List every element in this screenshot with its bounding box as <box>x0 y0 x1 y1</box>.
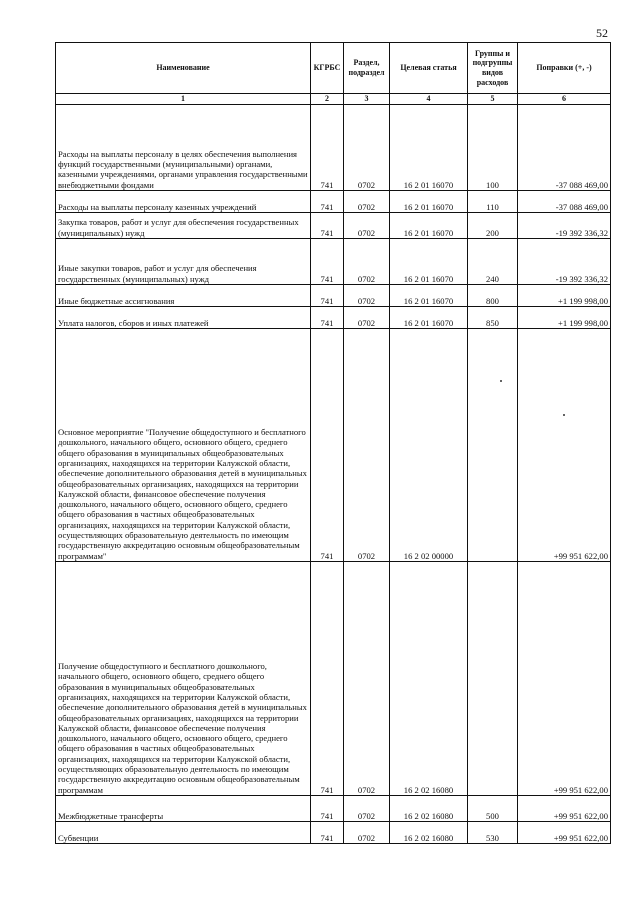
table-row <box>56 105 611 191</box>
table-header-row <box>56 43 611 94</box>
row-amount: +99 951 622,00 <box>518 796 611 822</box>
row-name: Основное мероприятие "Получение общедоступного и бесплатного дошкольного, начального общего, основного общего, среднего общего образования в муниципальных общеобразовательных организациях, находящихся на территории Калужской области, обеспечение дополнительного образования детей в муниципальных общеобразовательных организациях, находящихся на территории Калужской области, финансовое обеспечение получения дошкольного, начального общего, основного общего, среднего общего образования в частных общеобразовательных организациях, находящихся на территории Калужской области, осуществляющих образовательную деятельность по имеющим государственную аккредитацию основным общеобразовательным программам" <box>56 329 311 562</box>
table-row <box>56 329 611 562</box>
row-section: 0702 <box>344 213 390 239</box>
header-target: Целевая статья <box>390 43 468 94</box>
row-amount: +99 951 622,00 <box>518 822 611 844</box>
row-section: 0702 <box>344 239 390 285</box>
row-kgrbs: 741 <box>311 213 344 239</box>
row-name: Межбюджетные трансферты <box>56 796 311 822</box>
column-number: 5 <box>468 94 518 105</box>
row-group: 530 <box>468 822 518 844</box>
row-section: 0702 <box>344 105 390 191</box>
row-section: 0702 <box>344 562 390 796</box>
row-target: 16 2 02 16080 <box>390 562 468 796</box>
header-groups: Группы и подгруппы видов расходов <box>468 43 518 94</box>
header-kgrbs: КГРБС <box>311 43 344 94</box>
row-name: Расходы на выплаты персоналу в целях обеспечения выполнения функций государственными (муниципальными) органами, казенными учреждениями, органами управления государственными внебюджетными фондами <box>56 105 311 191</box>
header-section: Раздел, подраздел <box>344 43 390 94</box>
table-row <box>56 822 611 844</box>
row-kgrbs: 741 <box>311 562 344 796</box>
row-name: Иные бюджетные ассигнования <box>56 285 311 307</box>
column-number: 1 <box>56 94 311 105</box>
table-row <box>56 307 611 329</box>
row-amount: +1 199 998,00 <box>518 285 611 307</box>
table-row <box>56 191 611 213</box>
row-group: 110 <box>468 191 518 213</box>
column-number: 2 <box>311 94 344 105</box>
row-kgrbs: 741 <box>311 105 344 191</box>
row-section: 0702 <box>344 285 390 307</box>
page-number: 52 <box>596 26 608 40</box>
row-target: 16 2 02 16080 <box>390 796 468 822</box>
table-row <box>56 285 611 307</box>
row-amount: +99 951 622,00 <box>518 329 611 562</box>
row-section: 0702 <box>344 822 390 844</box>
header-name: Наименование <box>56 43 311 94</box>
row-section: 0702 <box>344 307 390 329</box>
row-kgrbs: 741 <box>311 329 344 562</box>
table-row <box>56 213 611 239</box>
row-target: 16 2 02 00000 <box>390 329 468 562</box>
header-amendments: Поправки (+, -) <box>518 43 611 94</box>
row-target: 16 2 01 16070 <box>390 105 468 191</box>
table-row <box>56 562 611 796</box>
column-number: 6 <box>518 94 611 105</box>
row-amount: -19 392 336,32 <box>518 239 611 285</box>
row-target: 16 2 01 16070 <box>390 285 468 307</box>
row-group: 850 <box>468 307 518 329</box>
row-amount: +99 951 622,00 <box>518 562 611 796</box>
row-section: 0702 <box>344 796 390 822</box>
budget-table <box>55 42 611 844</box>
row-group <box>468 562 518 796</box>
row-kgrbs: 741 <box>311 822 344 844</box>
row-group: 500 <box>468 796 518 822</box>
row-target: 16 2 01 16070 <box>390 191 468 213</box>
row-target: 16 2 01 16070 <box>390 307 468 329</box>
row-kgrbs: 741 <box>311 307 344 329</box>
row-amount: -37 088 469,00 <box>518 105 611 191</box>
row-name: Уплата налогов, сборов и иных платежей <box>56 307 311 329</box>
row-name: Субвенции <box>56 822 311 844</box>
row-target: 16 2 01 16070 <box>390 213 468 239</box>
row-group: 240 <box>468 239 518 285</box>
row-amount: -19 392 336,32 <box>518 213 611 239</box>
table-row <box>56 239 611 285</box>
row-name: Закупка товаров, работ и услуг для обеспечения государственных (муниципальных) нужд <box>56 213 311 239</box>
column-number: 3 <box>344 94 390 105</box>
column-number: 4 <box>390 94 468 105</box>
row-kgrbs: 741 <box>311 191 344 213</box>
row-group: 200 <box>468 213 518 239</box>
row-name: Получение общедоступного и бесплатного дошкольного, начального общего, основного общего, среднего общего образования в муниципальных общеобразовательных организациях, находящихся на территории Калужской области, обеспечение дополнительного образования детей в муниципальных общеобразовательных организациях, находящихся на территории Калужской области, финансовое обеспечение получения дошкольного, начального общего, основного общего, среднего общего образования в частных общеобразовательных организациях, находящихся на территории Калужской области, осуществляющих образовательную деятельность по имеющим государственную аккредитацию основным общеобразовательным программам <box>56 562 311 796</box>
row-section: 0702 <box>344 329 390 562</box>
row-group: 100 <box>468 105 518 191</box>
scan-speck <box>563 414 565 416</box>
row-kgrbs: 741 <box>311 285 344 307</box>
row-amount: -37 088 469,00 <box>518 191 611 213</box>
table-row <box>56 796 611 822</box>
row-target: 16 2 02 16080 <box>390 822 468 844</box>
row-group: 800 <box>468 285 518 307</box>
row-kgrbs: 741 <box>311 239 344 285</box>
row-name: Иные закупки товаров, работ и услуг для обеспечения государственных (муниципальных) нужд <box>56 239 311 285</box>
row-amount: +1 199 998,00 <box>518 307 611 329</box>
column-number-row <box>56 94 611 105</box>
row-section: 0702 <box>344 191 390 213</box>
row-group <box>468 329 518 562</box>
scan-speck <box>500 380 502 382</box>
row-target: 16 2 01 16070 <box>390 239 468 285</box>
row-name: Расходы на выплаты персоналу казенных учреждений <box>56 191 311 213</box>
row-kgrbs: 741 <box>311 796 344 822</box>
